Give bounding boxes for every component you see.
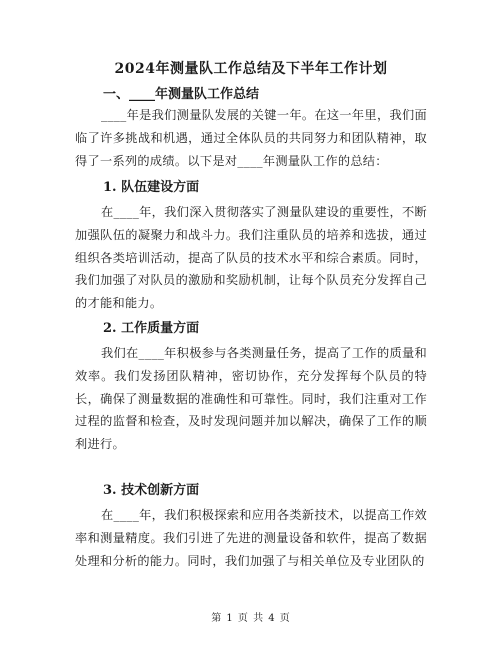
intro-paragraph: ____年是我们测量队发展的关键一年。在这一年里，我们面临了许多挑战和机遇，通过全体队员的共同努力和团队精神，取得了一系列的成绩。以下是对____年测量队工作的总结： [75,108,427,168]
subsection-heading-innovation: 3. 技术创新方面 [103,483,200,498]
work-quality-paragraph: 我们在____年积极参与各类测量任务，提高了工作的质量和效率。我们发扬团队精神，密切协作，充分发挥每个队员的特长，确保了测量数据的准确性和可靠性。同时，我们注重对工作过程的监督和检查，及时发现问题并加以解决，确保了工作的顺利进行。 [75,346,427,452]
page-footer: 第 1 页 共 4 页 [211,613,291,624]
section-heading-1: 一、____年测量队工作总结 [103,87,260,102]
subsection-heading-team: 1. 队伍建设方面 [103,180,200,195]
document-title: 2024年测量队工作总结及下半年工作计划 [114,61,388,77]
tech-innovation-paragraph: 在____年，我们积极探索和应用各类新技术，以提高工作效率和测量精度。我们引进了先进的测量设备和软件，提高了数据处理和分析的能力。同时，我们加强了与相关单位及专业团队的 [75,508,427,568]
team-building-paragraph: 在____年，我们深入贯彻落实了测量队建设的重要性，不断加强队伍的凝聚力和战斗力。我们注重队员的培养和选拔，通过组织各类培训活动，提高了队员的技术水平和综合素质。同时，我们加强了对队员的激励和奖励机制，让每个队员充分发挥自己的才能和能力。 [75,205,427,311]
subsection-heading-quality: 2. 工作质量方面 [103,321,200,336]
